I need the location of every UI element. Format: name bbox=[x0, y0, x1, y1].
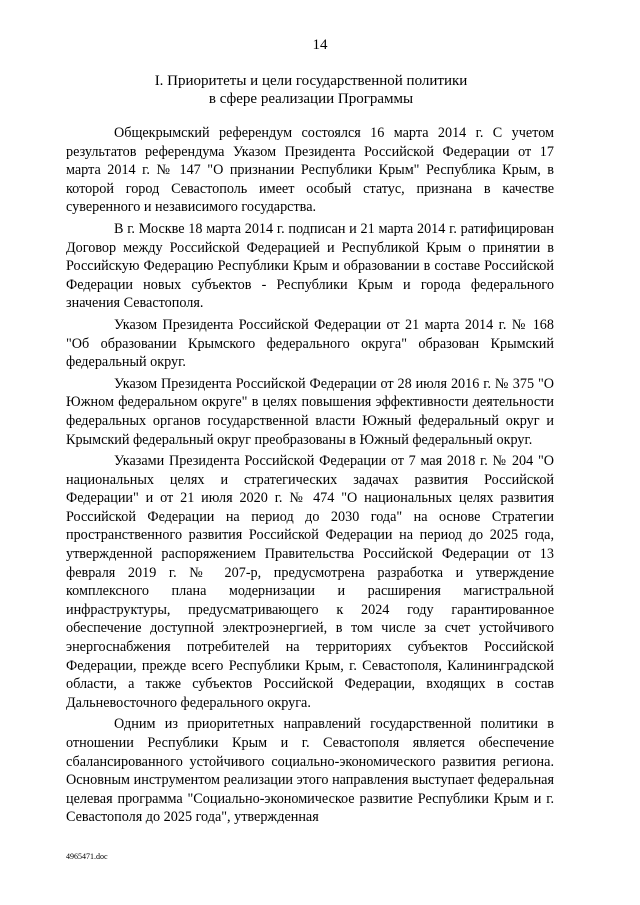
section-heading-line-2: в сфере реализации Программы bbox=[208, 91, 414, 107]
page-number: 14 bbox=[312, 37, 328, 53]
body-text bbox=[66, 124, 554, 830]
section-heading bbox=[66, 72, 556, 108]
paragraph-crimean-district: Указом Президента Российской Федерации от 21 марта 2014 г. № 168 "Об образовании Крымского федерального округа" образован Крымский федеральный округ. bbox=[66, 316, 554, 371]
document-file-name: 4965471.doc bbox=[66, 852, 108, 861]
paragraph-priority-direction: Одним из приоритетных направлений государственной политики в отношении Республики Крым и г. Севастополя является обеспечение сбалансированного устойчивого социально-экономического развития региона. Основным инструментом реализации этого направления выступает федеральная целевая программа "Социально-экономическое развитие Республики Крым и г. Севастополя до 2025 года", утвержденная bbox=[66, 716, 554, 826]
paragraph-treaty: В г. Москве 18 марта 2014 г. подписан и 21 марта 2014 г. ратифицирован Договор между Российской Федерацией и Республикой Крым о принятии в Российскую Федерацию Республики Крым и образовании в составе Российской Федерации новых субъектов - Республики Крым и города федерального значения Севастополя. bbox=[66, 220, 554, 312]
paragraph-referendum: Общекрымский референдум состоялся 16 марта 2014 г. С учетом результатов референдума Указом Президента Российской Федерации от 17 марта 2014 г. № 147 "О признании Республики Крым" Республика Крым, в которой город Севастополь имеет особый статус, признана в качестве суверенного и независимого государства. bbox=[66, 125, 554, 216]
section-heading-line-1: I. Приоритеты и цели государственной политики bbox=[154, 73, 468, 89]
paragraph-national-goals: Указами Президента Российской Федерации от 7 мая 2018 г. № 204 "О национальных целях и стратегических задачах развития Российской Федерации" и от 21 июля 2020 г. № 474 "О национальных целях развития Российской Федерации на период до 2030 года" на основе Стратегии пространственного развития Российской Федерации на период до 2025 года, утвержденной распоряжением Правительства Российской Федерации от 13 февраля 2019 г. № 207-р, предусмотрена разработка и утверждение комплексного плана модернизации и расширения магистральной инфраструктуры, предусматривающего к 2024 году гарантированное обеспечение доступной электроэнергией, в том числе за счет устойчивого энергоснабжения потребителей на территориях субъектов Российской Федерации, прежде всего Республики Крым, г. Севастополя, Калининградской области, а также субъектов Российской Федерации, входящих в состав Дальневосточного федерального округа. bbox=[66, 453, 554, 711]
paragraph-southern-district: Указом Президента Российской Федерации от 28 июля 2016 г. № 375 "О Южном федеральном округе" в целях повышения эффективности деятельности федеральных органов государственной власти Южный федеральный округ и Крымский федеральный округ преобразованы в Южный федеральный округ. bbox=[66, 375, 554, 448]
